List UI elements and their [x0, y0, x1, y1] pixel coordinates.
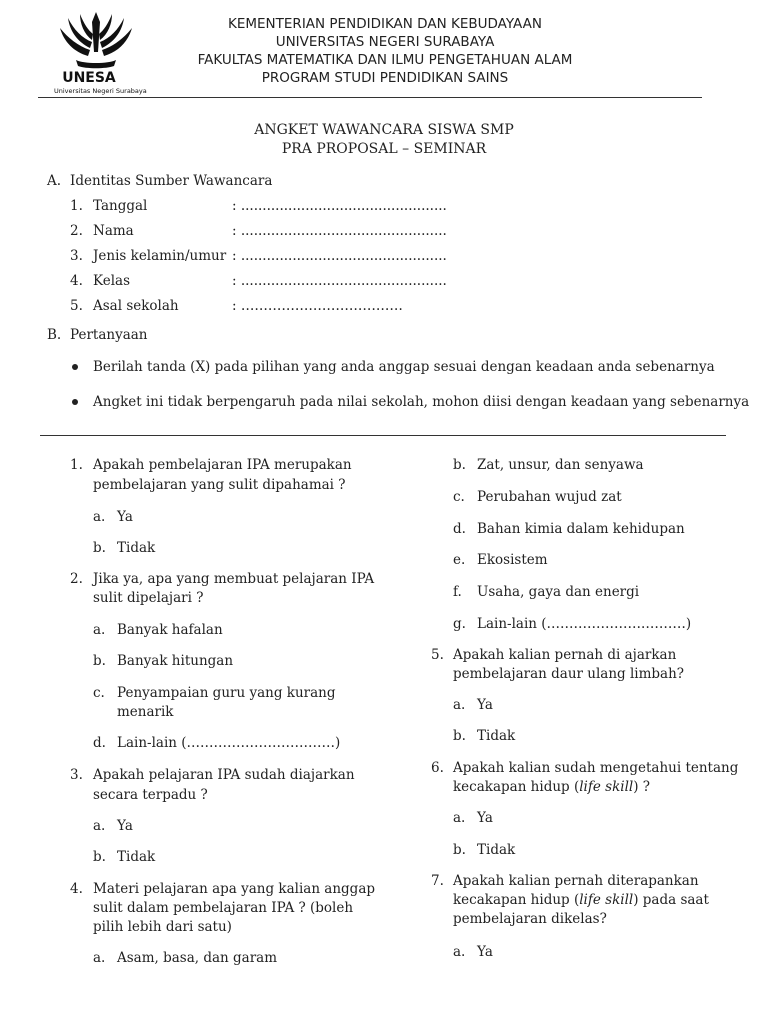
option-tidak[interactable]: Tidak — [477, 842, 516, 858]
bullet-dot-icon — [72, 364, 78, 370]
field-label: Jenis kelamin/umur — [93, 248, 227, 264]
option-key: e. — [453, 552, 466, 568]
option-key: b. — [93, 540, 106, 556]
section-b-heading: Pertanyaan — [70, 327, 148, 343]
question-text: kecakapan hidup (life skill) ? — [453, 779, 651, 795]
section-b-marker: B. — [47, 327, 62, 343]
option-lain-lain[interactable]: Lain-lain (……………………………) — [117, 735, 341, 751]
question-text: Apakah pembelajaran IPA merupakan — [93, 457, 352, 473]
option-key: b. — [453, 842, 466, 858]
option-key: d. — [93, 735, 106, 751]
field-blank[interactable]: : ................................................ — [232, 248, 447, 264]
field-number: 4. — [70, 273, 83, 289]
field-blank[interactable]: : ................................................ — [232, 198, 447, 214]
section-divider — [40, 435, 726, 436]
header-divider — [38, 97, 702, 98]
option-penyampaian-guru-cont[interactable]: menarik — [117, 704, 174, 720]
field-label: Kelas — [93, 273, 131, 289]
option-ya[interactable]: Ya — [477, 810, 493, 826]
question-text: secara terpadu ? — [93, 787, 208, 803]
option-key: b. — [93, 849, 106, 865]
option-key: a. — [453, 810, 466, 826]
field-label: Asal sekolah — [93, 298, 179, 314]
document-subtitle: PRA PROPOSAL – SEMINAR — [281, 141, 487, 157]
option-key: a. — [93, 622, 106, 638]
option-ya[interactable]: Ya — [117, 509, 133, 525]
option-penyampaian-guru[interactable]: Penyampaian guru yang kurang — [117, 685, 336, 701]
option-banyak-hafalan[interactable]: Banyak hafalan — [117, 622, 223, 638]
option-ekosistem[interactable]: Ekosistem — [477, 552, 548, 568]
question-text: kecakapan hidup (life skill) pada saat — [453, 892, 709, 908]
question-text: Materi pelajaran apa yang kalian anggap — [93, 881, 376, 897]
option-ya[interactable]: Ya — [477, 944, 493, 960]
question-number: 2. — [70, 571, 83, 587]
question-number: 7. — [431, 873, 444, 889]
option-ya[interactable]: Ya — [477, 697, 493, 713]
header-line-program: PROGRAM STUDI PENDIDIKAN SAINS — [261, 70, 509, 86]
question-text: Jika ya, apa yang membuat pelajaran IPA — [93, 571, 375, 587]
option-key: c. — [93, 685, 105, 701]
question-text: pembelajaran yang sulit dipahamai ? — [93, 477, 346, 493]
field-blank[interactable]: : ……………………………… — [232, 298, 403, 314]
option-key: a. — [453, 697, 466, 713]
question-text: Apakah pelajaran IPA sudah diajarkan — [93, 767, 355, 783]
instruction-1: Berilah tanda (X) pada pilihan yang anda anggap sesuai dengan keadaan anda sebenarnya — [93, 359, 715, 375]
section-a-marker: A. — [47, 173, 62, 189]
field-label: Tanggal — [93, 198, 148, 214]
option-ya[interactable]: Ya — [117, 818, 133, 834]
option-banyak-hitungan[interactable]: Banyak hitungan — [117, 653, 234, 669]
question-number: 1. — [70, 457, 83, 473]
option-perubahan-wujud-zat[interactable]: Perubahan wujud zat — [477, 489, 622, 505]
option-key: c. — [453, 489, 465, 505]
instruction-2: Angket ini tidak berpengaruh pada nilai sekolah, mohon diisi dengan keadaan yang sebenarnya — [93, 394, 750, 410]
header-line-ministry: KEMENTERIAN PENDIDIKAN DAN KEBUDAYAAN — [228, 16, 542, 32]
question-number: 4. — [70, 881, 83, 897]
field-blank[interactable]: : ................................................ — [232, 223, 447, 239]
unesa-logo — [54, 8, 147, 96]
question-number: 6. — [431, 760, 444, 776]
field-number: 1. — [70, 198, 83, 214]
unesa-emblem-icon — [54, 8, 138, 72]
field-number: 3. — [70, 248, 83, 264]
question-text: Apakah kalian sudah mengetahui tentang — [453, 760, 739, 776]
option-tidak[interactable]: Tidak — [477, 728, 516, 744]
option-lain-lain[interactable]: Lain-lain (………………….………) — [477, 616, 692, 632]
option-key: g. — [453, 616, 466, 632]
option-zat-unsur-senyawa[interactable]: Zat, unsur, dan senyawa — [477, 457, 644, 473]
logo-subtext: Universitas Negeri Surabaya — [54, 87, 147, 95]
option-key: a. — [93, 950, 106, 966]
field-number: 5. — [70, 298, 83, 314]
document-title: ANGKET WAWANCARA SISWA SMP — [254, 122, 514, 138]
field-number: 2. — [70, 223, 83, 239]
question-text: pilih lebih dari satu) — [93, 919, 232, 935]
question-text: pembelajaran dikelas? — [453, 911, 607, 927]
field-blank[interactable]: : ................................................ — [232, 273, 447, 289]
question-number: 3. — [70, 767, 83, 783]
option-key: b. — [453, 728, 466, 744]
question-text: Apakah kalian pernah di ajarkan — [453, 647, 677, 663]
option-tidak[interactable]: Tidak — [117, 849, 156, 865]
header-line-university: UNIVERSITAS NEGERI SURABAYA — [275, 34, 495, 50]
option-key: a. — [93, 509, 106, 525]
option-key: a. — [453, 944, 466, 960]
question-number: 5. — [431, 647, 444, 663]
question-text: sulit dipelajari ? — [93, 590, 204, 606]
question-text: sulit dalam pembelajaran IPA ? (boleh — [93, 900, 354, 916]
section-a-heading: Identitas Sumber Wawancara — [70, 173, 273, 189]
option-key: a. — [93, 818, 106, 834]
option-usaha-gaya-energi[interactable]: Usaha, gaya dan energi — [477, 584, 640, 600]
question-text: Apakah kalian pernah diterapankan — [453, 873, 699, 889]
option-key: f. — [453, 584, 462, 600]
field-label: Nama — [93, 223, 134, 239]
question-text: pembelajaran daur ulang limbah? — [453, 666, 685, 682]
option-tidak[interactable]: Tidak — [117, 540, 156, 556]
option-key: b. — [453, 457, 466, 473]
bullet-dot-icon — [72, 399, 78, 405]
option-bahan-kimia[interactable]: Bahan kimia dalam kehidupan — [477, 521, 685, 537]
option-asam-basa-garam[interactable]: Asam, basa, dan garam — [117, 950, 278, 966]
logo-text: UNESA — [62, 70, 116, 86]
option-key: b. — [93, 653, 106, 669]
option-key: d. — [453, 521, 466, 537]
header-line-faculty: FAKULTAS MATEMATIKA DAN ILMU PENGETAHUAN ALAM — [197, 52, 573, 68]
